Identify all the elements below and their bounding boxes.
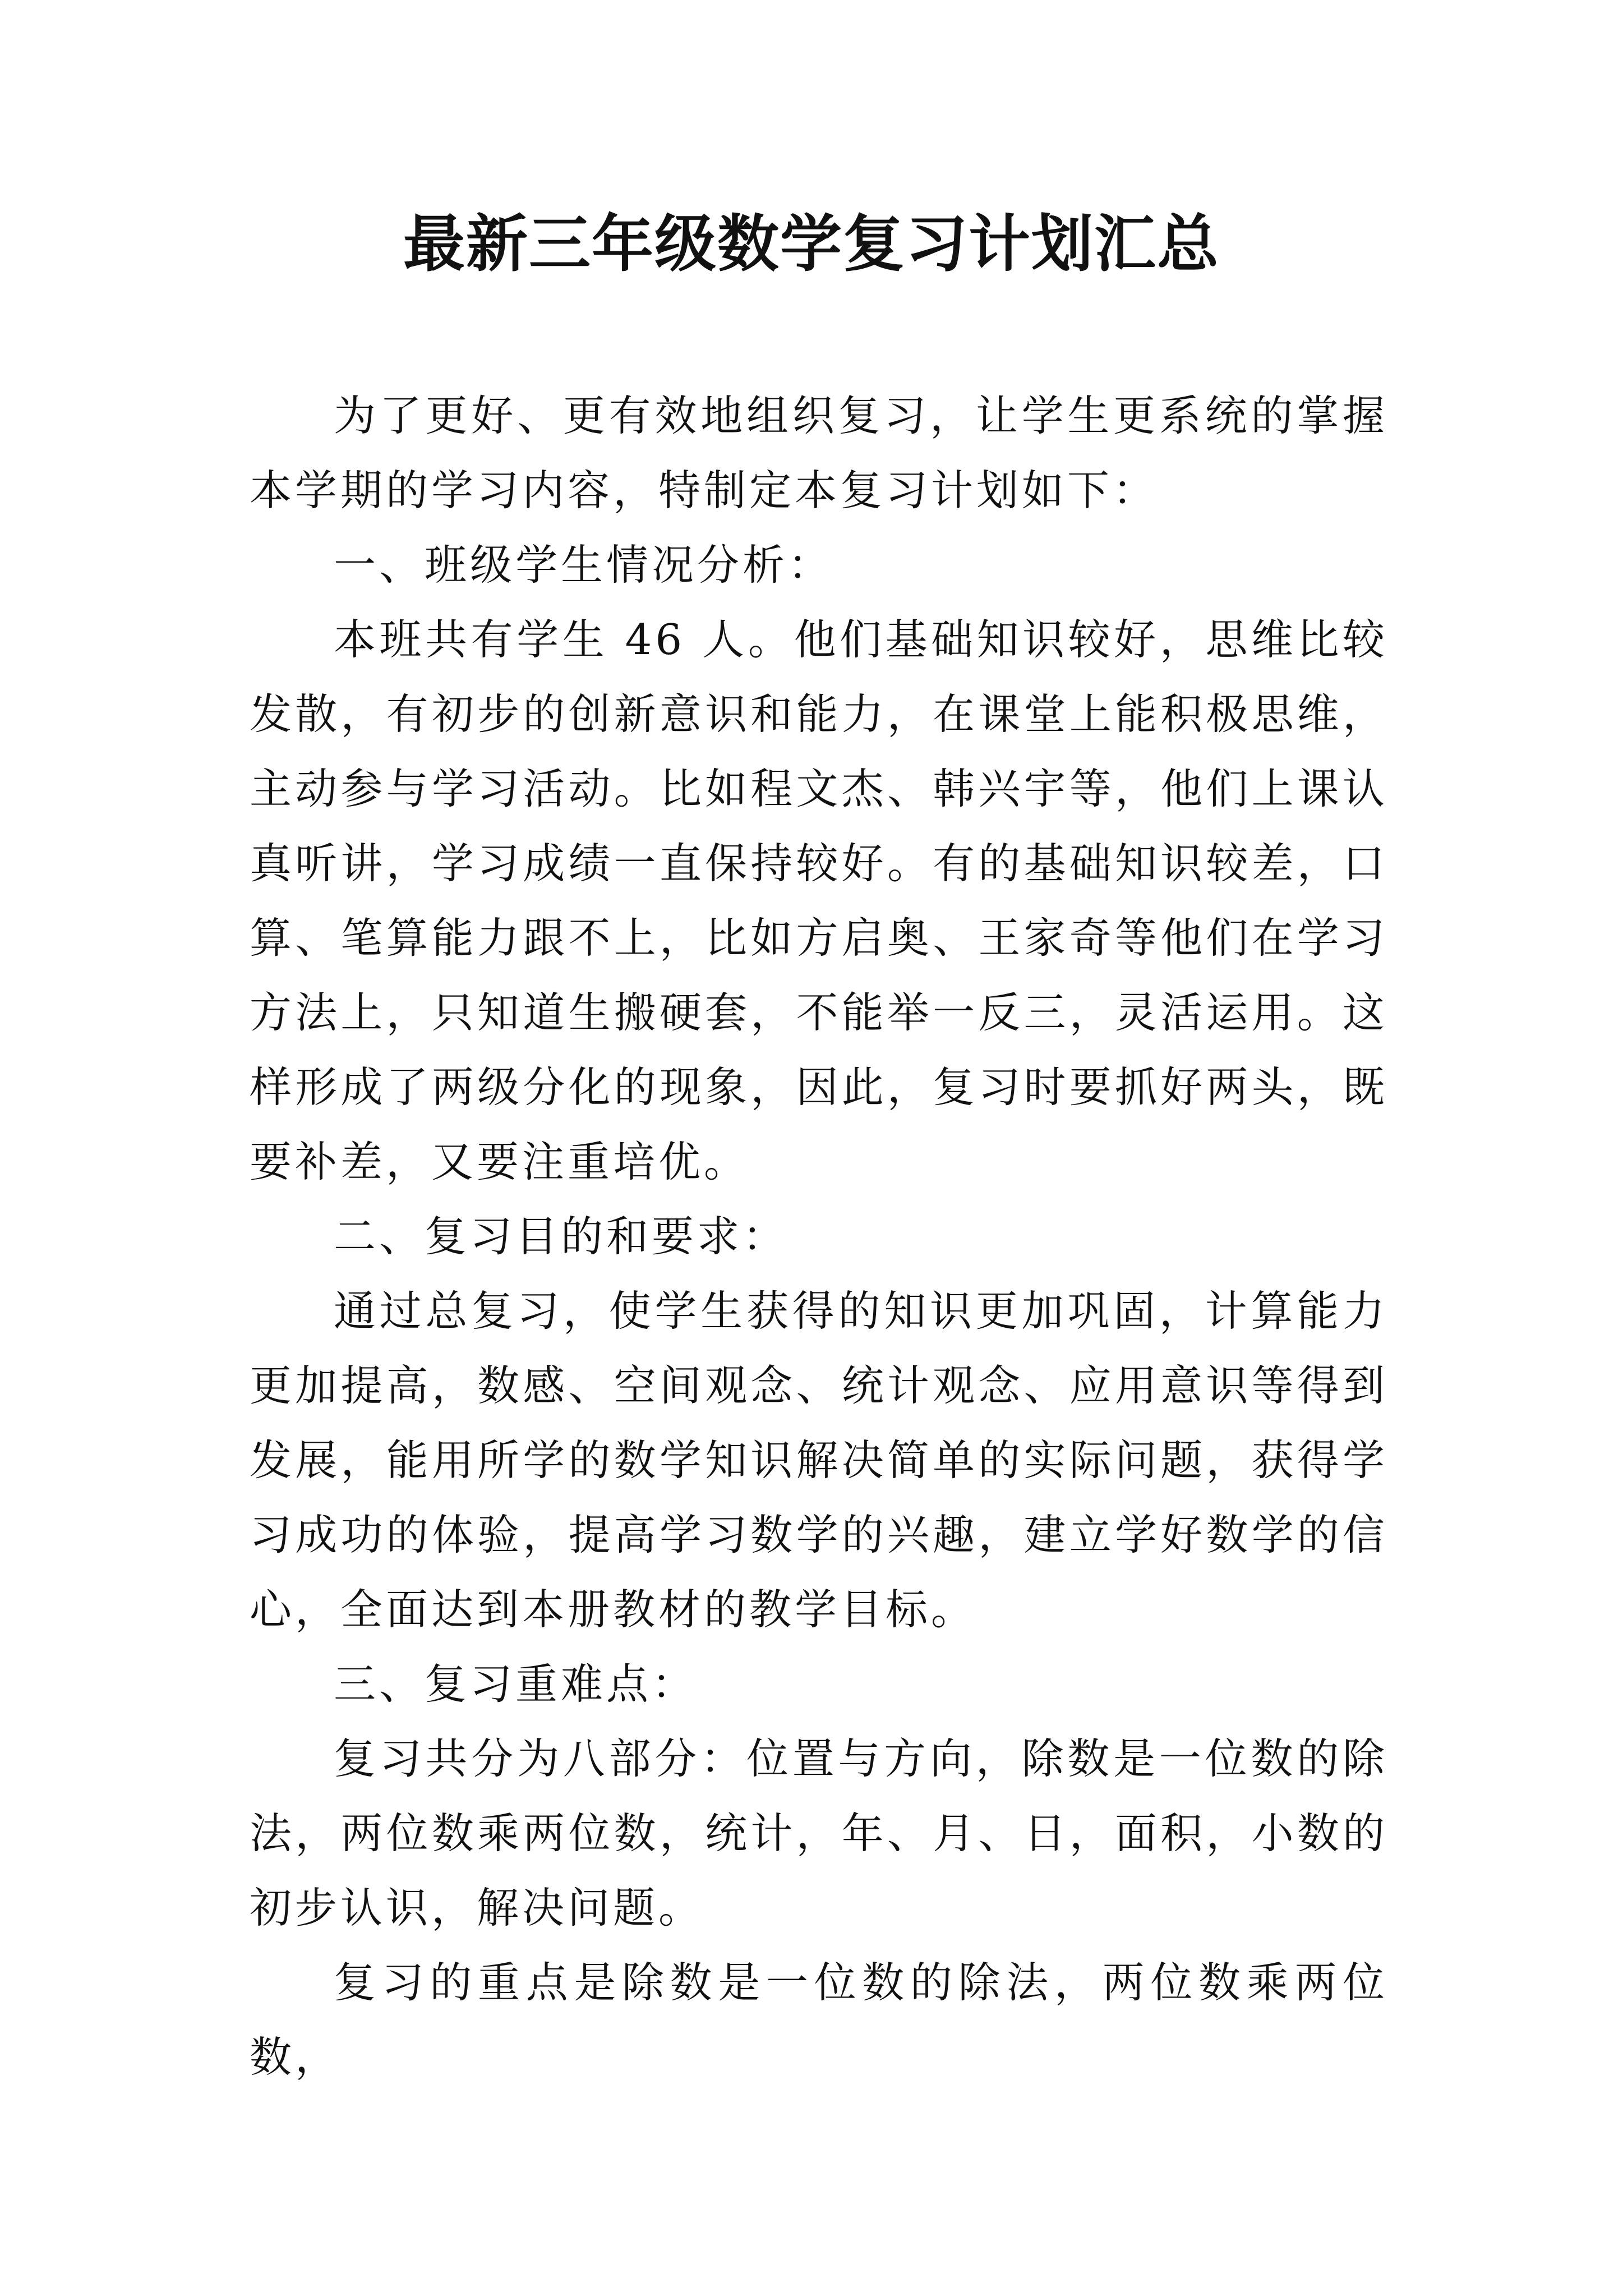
paragraph-class-analysis: 本班共有学生 46 人。他们基础知识较好，思维比较发散，有初步的创新意识和能力，在课堂上能积极思维，主动参与学习活动。比如程文杰、韩兴宇等，他们上课认真听讲，学习成绩一直保持较好。有的基础知识较差，口算、笔算能力跟不上，比如方启奥、王家奇等他们在学习方法上，只知道生搬硬套，不能举一反三，灵活运用。这样形成了两级分化的现象，因此，复习时要抓好两头，既要补差，又要注重培优。 bbox=[250, 615, 1388, 1186]
heading-review-goals: 二、复习目的和要求： bbox=[334, 1212, 789, 1261]
paragraph-review-parts: 复习共分为八部分：位置与方向，除数是一位数的除法，两位数乘两位数，统计，年、月、日，面积，小数的初步认识，解决问题。 bbox=[250, 1734, 1388, 1932]
heading-class-analysis: 一、班级学生情况分析： bbox=[334, 540, 834, 590]
document-title: 最新三年级数学复习计划汇总 bbox=[403, 208, 1220, 280]
paragraph-review-focus: 复习的重点是除数是一位数的除法，两位数乘两位数， bbox=[250, 1958, 1388, 2082]
document-body bbox=[250, 379, 1388, 2095]
paragraph-review-goals: 通过总复习，使学生获得的知识更加巩固，计算能力更加提高，数感、空间观念、统计观念、应用意识等得到发展，能用所学的数学知识解决简单的实际问题，获得学习成功的体验，提高学习数学的兴趣，建立学好数学的信心，全面达到本册教材的教学目标。 bbox=[250, 1286, 1388, 1634]
paragraph-intro: 为了更好、更有效地组织复习，让学生更系统的掌握本学期的学习内容，特制定本复习计划如下： bbox=[250, 391, 1388, 515]
heading-key-points: 三、复习重难点： bbox=[334, 1659, 698, 1709]
